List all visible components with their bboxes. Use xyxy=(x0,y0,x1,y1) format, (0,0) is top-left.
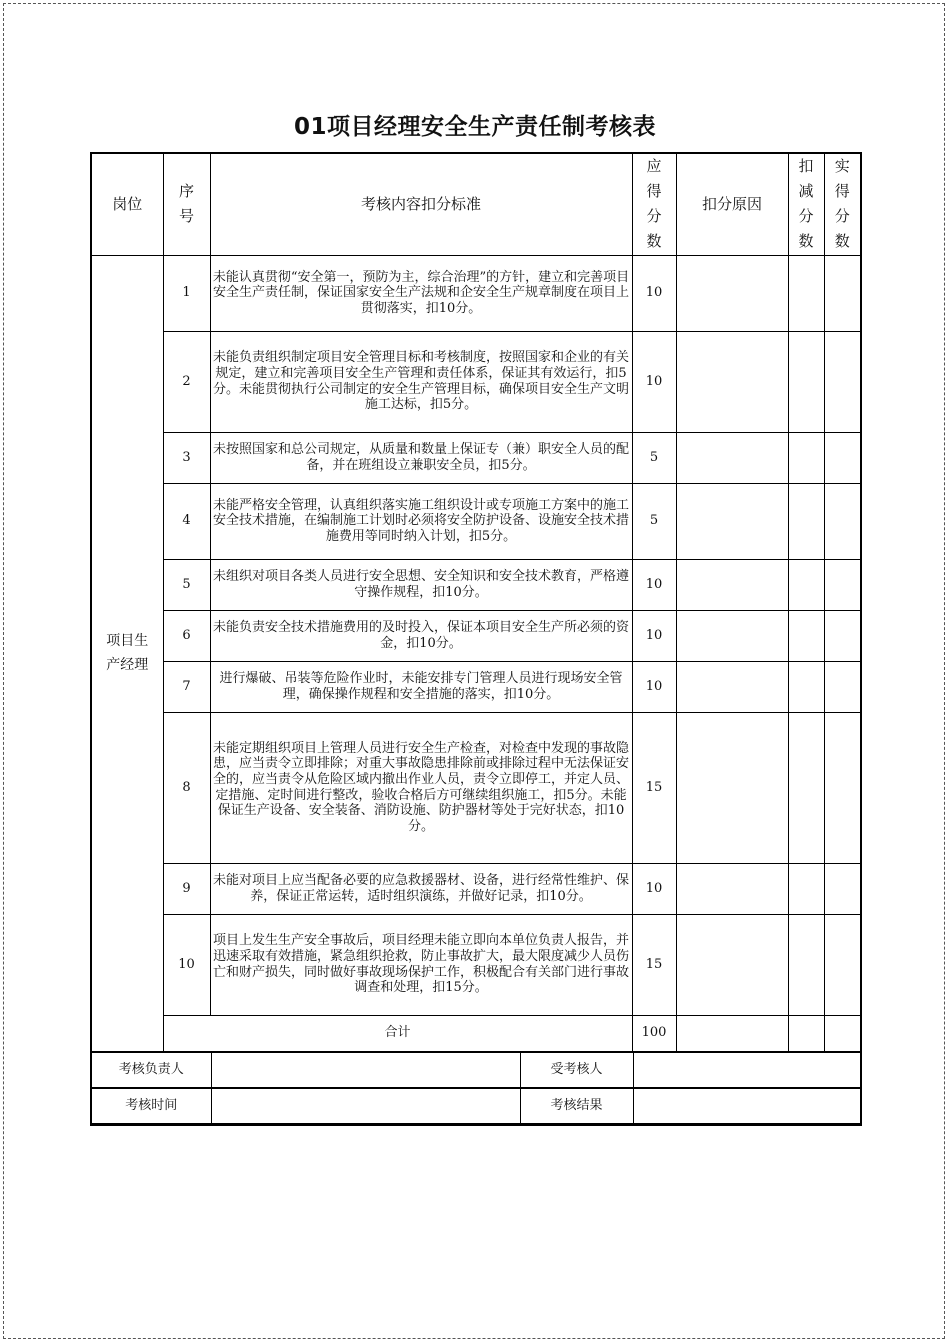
row-actual xyxy=(824,610,861,661)
row-number: 5 xyxy=(163,559,210,610)
header-row xyxy=(91,153,861,255)
total-deduct xyxy=(788,1015,824,1051)
row-due-score: 10 xyxy=(632,255,676,331)
table-row xyxy=(91,483,861,559)
row-actual xyxy=(824,661,861,712)
row-number: 4 xyxy=(163,483,210,559)
table-row xyxy=(91,331,861,432)
header-reason: 扣分原因 xyxy=(676,153,788,255)
document-title: 01项目经理安全生产责任制考核表 xyxy=(293,114,656,140)
row-due-score: 15 xyxy=(632,914,676,1015)
row-deduct xyxy=(788,331,824,432)
row-reason xyxy=(676,863,788,914)
row-deduct xyxy=(788,610,824,661)
row-actual xyxy=(824,255,861,331)
row-number: 2 xyxy=(163,331,210,432)
header-position: 岗位 xyxy=(91,153,163,255)
row-due-score: 10 xyxy=(632,863,676,914)
total-label: 合计 xyxy=(163,1015,632,1051)
table-row xyxy=(91,559,861,610)
row-number: 8 xyxy=(163,712,210,863)
table-row xyxy=(91,255,861,331)
row-due-score: 10 xyxy=(632,331,676,432)
footer-time-label: 考核时间 xyxy=(92,1088,211,1123)
row-deduct xyxy=(788,863,824,914)
footer-assessor-label: 考核负责人 xyxy=(92,1052,211,1087)
table-row xyxy=(91,432,861,483)
position-cell: 项目生产经理 xyxy=(91,255,163,1051)
row-number: 10 xyxy=(163,914,210,1015)
row-due-score: 5 xyxy=(632,432,676,483)
row-deduct xyxy=(788,661,824,712)
header-deduct: 扣减分数 xyxy=(788,153,824,255)
row-content: 未能认真贯彻“安全第一，预防为主，综合治理”的方针，建立和完善项目安全生产责任制，保证国家安全生产法规和企安全生产规章制度在项目上贯彻落实，扣10分。 xyxy=(210,255,632,331)
row-content: 项目上发生生产安全事故后，项目经理未能立即向本单位负责人报告，并迅速采取有效措施，紧急组织抢救，防止事故扩大，最大限度减少人员伤亡和财产损失，同时做好事故现场保护工作，积极配合有关部门进行事故调查和处理，扣15分。 xyxy=(210,914,632,1015)
table-row xyxy=(91,863,861,914)
row-content: 未能负责组织制定项目安全管理目标和考核制度，按照国家和企业的有关规定，建立和完善项目安全生产管理和责任体系，保证其有效运行，扣5分。未能贯彻执行公司制定的安全生产管理目标，确保项目安全生产文明施工达标，扣5分。 xyxy=(210,331,632,432)
row-actual xyxy=(824,432,861,483)
row-deduct xyxy=(788,914,824,1015)
row-content: 进行爆破、吊装等危险作业时，未能安排专门管理人员进行现场安全管理，确保操作规程和安全措施的落实，扣10分。 xyxy=(210,661,632,712)
total-reason xyxy=(676,1015,788,1051)
row-reason xyxy=(676,432,788,483)
row-number: 7 xyxy=(163,661,210,712)
table-row xyxy=(91,712,861,863)
row-number: 1 xyxy=(163,255,210,331)
footer-assessor-value-2[interactable] xyxy=(633,1052,862,1087)
row-content: 未按照国家和总公司规定，从质量和数量上保证专（兼）职安全人员的配备，并在班组设立兼职安全员，扣5分。 xyxy=(210,432,632,483)
row-content: 未能负责安全技术措施费用的及时投入，保证本项目安全生产所必须的资金，扣10分。 xyxy=(210,610,632,661)
row-deduct xyxy=(788,483,824,559)
row-content: 未能定期组织项目上管理人员进行安全生产检查，对检查中发现的事故隐患，应当责令立即排除；对重大事故隐患排除前或排除过程中无法保证安全的，应当责令从危险区域内撤出作业人员，责令立即停工，并定人员、定措施、定时间进行整改，验收合格后方可继续组织施工，扣5分。未能保证生产设备、安全装备、消防设施、防护器材等处于完好状态，扣10分。 xyxy=(210,712,632,863)
row-actual xyxy=(824,914,861,1015)
row-reason xyxy=(676,255,788,331)
row-due-score: 5 xyxy=(632,483,676,559)
table-row xyxy=(91,914,861,1015)
header-due-score: 应得分数 xyxy=(632,153,676,255)
row-actual xyxy=(824,863,861,914)
footer-assessor-label-2: 受考核人 xyxy=(520,1052,633,1087)
row-reason xyxy=(676,914,788,1015)
row-actual xyxy=(824,712,861,863)
footer-assessor-value[interactable] xyxy=(211,1052,520,1087)
total-actual xyxy=(824,1015,861,1051)
row-number: 3 xyxy=(163,432,210,483)
table-row xyxy=(91,661,861,712)
row-deduct xyxy=(788,432,824,483)
row-number: 6 xyxy=(163,610,210,661)
row-reason xyxy=(676,712,788,863)
row-content: 未组织对项目各类人员进行安全思想、安全知识和安全技术教育，严格遵守操作规程，扣10分。 xyxy=(210,559,632,610)
footer-time-label-2: 考核结果 xyxy=(520,1088,633,1123)
header-seq: 序号 xyxy=(163,153,210,255)
row-content: 未能对项目上应当配备必要的应急救援器材、设备，进行经常性维护、保养，保证正常运转，适时组织演练，并做好记录，扣10分。 xyxy=(210,863,632,914)
header-actual: 实得分数 xyxy=(824,153,861,255)
total-score: 100 xyxy=(632,1015,676,1051)
footer-time xyxy=(91,1088,861,1125)
row-due-score: 10 xyxy=(632,661,676,712)
row-deduct xyxy=(788,559,824,610)
row-reason xyxy=(676,610,788,661)
row-reason xyxy=(676,661,788,712)
row-number: 9 xyxy=(163,863,210,914)
row-reason xyxy=(676,483,788,559)
assessment-table xyxy=(90,152,862,1126)
row-deduct xyxy=(788,712,824,863)
row-due-score: 10 xyxy=(632,559,676,610)
row-reason xyxy=(676,331,788,432)
row-actual xyxy=(824,331,861,432)
row-due-score: 15 xyxy=(632,712,676,863)
total-row xyxy=(91,1015,861,1051)
footer-time-value[interactable] xyxy=(211,1088,520,1123)
row-actual xyxy=(824,559,861,610)
row-actual xyxy=(824,483,861,559)
row-deduct xyxy=(788,255,824,331)
row-reason xyxy=(676,559,788,610)
header-content: 考核内容扣分标准 xyxy=(210,153,632,255)
footer-assessor xyxy=(91,1051,861,1088)
footer-time-value-2[interactable] xyxy=(633,1088,862,1123)
row-due-score: 10 xyxy=(632,610,676,661)
row-content: 未能严格安全管理，认真组织落实施工组织设计或专项施工方案中的施工安全技术措施，在编制施工计划时必须将安全防护设备、设施安全技术措施费用等同时纳入计划，扣5分。 xyxy=(210,483,632,559)
table-row xyxy=(91,610,861,661)
